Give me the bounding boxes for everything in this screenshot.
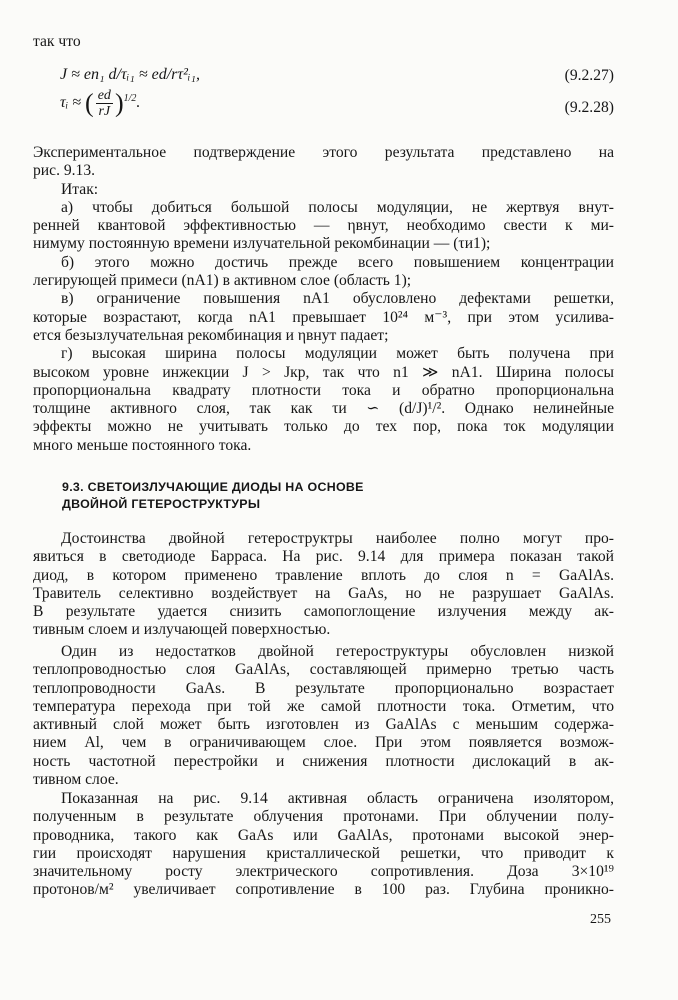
intro-text: так что xyxy=(33,33,81,50)
text-line: тивном слое. xyxy=(33,771,119,789)
text-line: высоком уровне инжекции J > Jкр, так что n1 ≫ nA1. Ширина полосы xyxy=(33,363,614,381)
formula-9-2-27: J ≈ en₁ d/τᵢ₁ ≈ ed/rτ²ᵢ₁, xyxy=(60,66,200,83)
paragraph-block-3 xyxy=(33,643,614,789)
section-heading-line-1: 9.3. СВЕТОИЗЛУЧАЮЩИЕ ДИОДЫ НА ОСНОВЕ xyxy=(62,480,364,494)
text-line: Итак: xyxy=(61,180,99,198)
text-line: значительному росту электрического сопротивления. Доза 3×10¹⁹ xyxy=(33,863,614,881)
text-line: нием Al, чем в ограничивающем слое. При этом появляется возмож- xyxy=(33,734,614,752)
text-line: г) высокая ширина полосы модуляции может быть получена при xyxy=(61,345,614,363)
text-line: Травитель селективно воздействует на GaAs, но не разрушает GaAlAs. xyxy=(33,584,614,602)
fraction-numerator: ed xyxy=(97,88,111,103)
text-line: легирующей примеси (nA1) в активном слое (область 1); xyxy=(33,272,412,290)
text-line: ется безызлучательная рекомбинация и ηвнут падает; xyxy=(33,326,389,344)
equation-number: (9.2.27) xyxy=(564,67,614,84)
text-line: температура перехода при той же самой плотности тока. Отметим, что xyxy=(33,697,614,715)
section-heading-line-2: ДВОЙНОЙ ГЕТЕРОСТРУКТУРЫ xyxy=(62,497,261,511)
text-line: Экспериментальное подтверждение этого результата представлено на xyxy=(33,144,614,161)
text-line: протонов/м² увеличивает сопротивление в 100 раз. Глубина проникно- xyxy=(33,881,614,899)
text-line: Достоинства двойной гетероструктры наиболее полно могут про- xyxy=(61,530,614,547)
equation-number: (9.2.28) xyxy=(564,99,614,116)
text-line: явиться в светодиоде Барраса. На рис. 9.14 для примера показан такой xyxy=(33,548,614,566)
text-line: ренней квантовой эффективностью — ηвнут, необходимо свести к ми- xyxy=(33,217,614,235)
text-line: тивным слоем и излучающей поверхностью. xyxy=(33,621,331,639)
text-line: много меньше постоянного тока. xyxy=(33,436,252,454)
text-line: проводника, такого как GaAs или GaAlAs, протонами высокой энер- xyxy=(33,826,614,844)
text-line: Один из недостатков двойной гетероструктуры обусловлен низкой xyxy=(61,643,614,660)
text-line: Показанная на рис. 9.14 активная область ограничена изолятором, xyxy=(61,790,614,807)
text-line: теплопроводностью слоя GaAlAs, составляющей примерно третью часть xyxy=(33,661,614,679)
formula-tail: . xyxy=(136,94,141,112)
text-line: теплопроводности GaAs. В результате пропорционально возрастает xyxy=(33,679,614,697)
paragraph-block-4 xyxy=(33,790,614,900)
formula-exponent: 1/2 xyxy=(123,92,137,104)
text-line: которые возрастают, когда nA1 превышает 10²⁴ м⁻³, при этом усилива- xyxy=(33,308,614,326)
text-line: ность частотной перестройки и снижения плотности дислокаций в ак- xyxy=(33,752,614,770)
text-line: рис. 9.13. xyxy=(33,162,96,180)
text-line: диод, в котором применено травление вплоть до слоя n = GaAlAs. xyxy=(33,566,614,584)
text-line: активный слой может быть изготовлен из GaAlAs с меньшим содержа- xyxy=(33,716,614,734)
formula-lhs: τᵢ ≈ xyxy=(60,94,82,112)
text-line: эффекты можно не учитывать только до тех пор, пока ток модуляции xyxy=(33,418,614,436)
text-line: а) чтобы добиться большой полосы модуляции, не жертвуя внут- xyxy=(61,198,614,216)
text-line: полученным в результате облучения протонами. При облучении полу- xyxy=(33,808,614,826)
formula-9-2-28: τᵢ ≈ ( $\frac{ed}{rJ}$ )$^{1/2}$. xyxy=(60,88,141,119)
section-heading xyxy=(62,479,364,513)
text-line: В результате удается снизить самопоглощение излучения между ак- xyxy=(33,603,614,621)
fraction-denominator: rJ xyxy=(98,104,111,119)
text-line: толщине активного слоя, так как τи ∽ (d/J)¹/². Однако нелинейные xyxy=(33,400,614,418)
fraction xyxy=(96,88,113,119)
text-line: нимуму постоянную времени излучательной рекомбинации — (τи1); xyxy=(33,235,491,253)
text-line: гии происходят нарушения кристаллической решетки, что приводит к xyxy=(33,844,614,862)
text-line: б) этого можно достичь прежде всего повышением концентрации xyxy=(61,253,614,271)
paragraph-block-1 xyxy=(33,144,614,455)
text-line: пропорциональна квадрату плотности тока и обратно пропорциональна xyxy=(33,381,614,399)
text-line: в) ограничение повышения nA1 обусловлено дефектами решетки, xyxy=(61,290,614,308)
paragraph-block-2 xyxy=(33,530,614,640)
page-number: 255 xyxy=(590,912,611,927)
